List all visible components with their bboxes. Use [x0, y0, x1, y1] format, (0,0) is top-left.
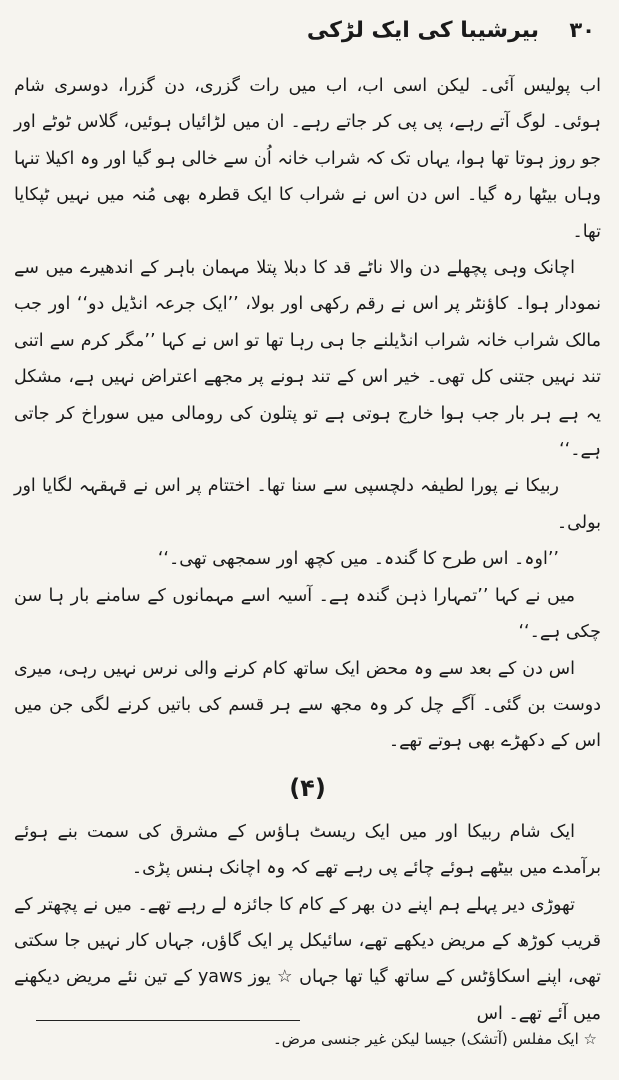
page-header — [0, 18, 619, 52]
running-title: بیرشیبا کی ایک لڑکی — [306, 18, 539, 43]
paragraph: میں نے کہا ’’تمہارا ذہن گندہ ہے۔ آسیہ اسے مہمانوں کے سامنے بار ہا سن چکی ہے۔‘‘ — [14, 585, 601, 643]
paragraph: اس دن کے بعد سے وہ محض ایک ساتھ کام کرنے والی نرس نہیں رہی، میری دوست بن گئی۔ آگے چل کر وہ مجھ سے ہر قسم کی باتیں کرنے لگی جن میں اس کے دکھڑے بھی ہوتے تھے۔ — [14, 658, 601, 752]
paragraph: ’’اوہ۔ اس طرح کا گندہ۔ میں کچھ اور سمجھی تھی۔‘‘ — [157, 549, 559, 570]
section-number: (۴) — [289, 773, 326, 802]
footnote-divider — [36, 1020, 300, 1021]
paragraph: تھوڑی دیر پہلے ہم اپنے دن بھر کے کام کا جائزہ لے رہے تھے۔ میں نے پچھتر کے قریب کوڑھ کے مریض دیکھے تھے، سائیکل پر ایک گاؤں، جہاں کار نہیں جا سکتی تھی، اپنے اسکاؤٹس کے ساتھ گیا تھا جہاں ☆ یوز yaws کے تین نئے مریض دیکھنے میں آئے تھے۔ اس — [14, 894, 602, 1024]
body-text — [14, 68, 601, 1032]
page-number: ۳۰ — [569, 18, 595, 42]
footnote: ☆ ایک مفلس (آتشک) جیسا لیکن غیر جنسی مرض۔ — [272, 1030, 597, 1048]
paragraph: ربیکا نے پورا لطیفہ دلچسپی سے سنا تھا۔ اختتام پر اس نے قہقہہ لگایا اور بولی۔ — [14, 476, 601, 533]
paragraph: اب پولیس آئی۔ لیکن اسی اب، اب میں رات گزری، دن گزرا، دوسری شام ہوئی۔ لوگ آتے رہے، پی پی کر جاتے رہے۔ ان میں لڑائیاں ہوئیں، گلاس ٹوٹے اور جو روز ہوتا تھا ہوا، یہاں تک کہ شراب خانہ اُن سے خالی ہو گیا اور وہ اکیلا تنہا وہاں بیٹھا رہ گیا۔ اس دن اس نے شراب کا ایک قطرہ بھی مُنہ میں نہیں ٹپکایا تھا۔ — [14, 76, 601, 242]
paragraph: اچانک وہی پچھلے دن والا ناٹے قد کا دبلا پتلا مہمان باہر کے اندھیرے میں سے نمودار ہوا۔ کاؤنٹر پر اس نے رقم رکھی اور بولا، ’’ایک جرعہ انڈیل دو‘‘ اور جب مالک شراب خانہ شراب انڈیلنے جا ہی رہا تھا تو اس نے کہا ’’مگر کرم سے اتنی تند نہیں جتنی کل تھی۔ خیر اس کے تند ہونے پر مجھے اعتراض نہیں ہے، مشکل یہ ہے ہر بار جب ہوا خارج ہوتی ہے تو پتلون کی رومالی میں سوراخ کر جاتی ہے۔‘‘ — [14, 258, 601, 461]
paragraph: ایک شام ربیکا اور میں ایک ریسٹ ہاؤس کے مشرق کی سمت بنے ہوئے برآمدے میں بیٹھے ہوئے چائے پی رہے تھے کہ وہ اچانک ہنس پڑی۔ — [14, 821, 601, 879]
